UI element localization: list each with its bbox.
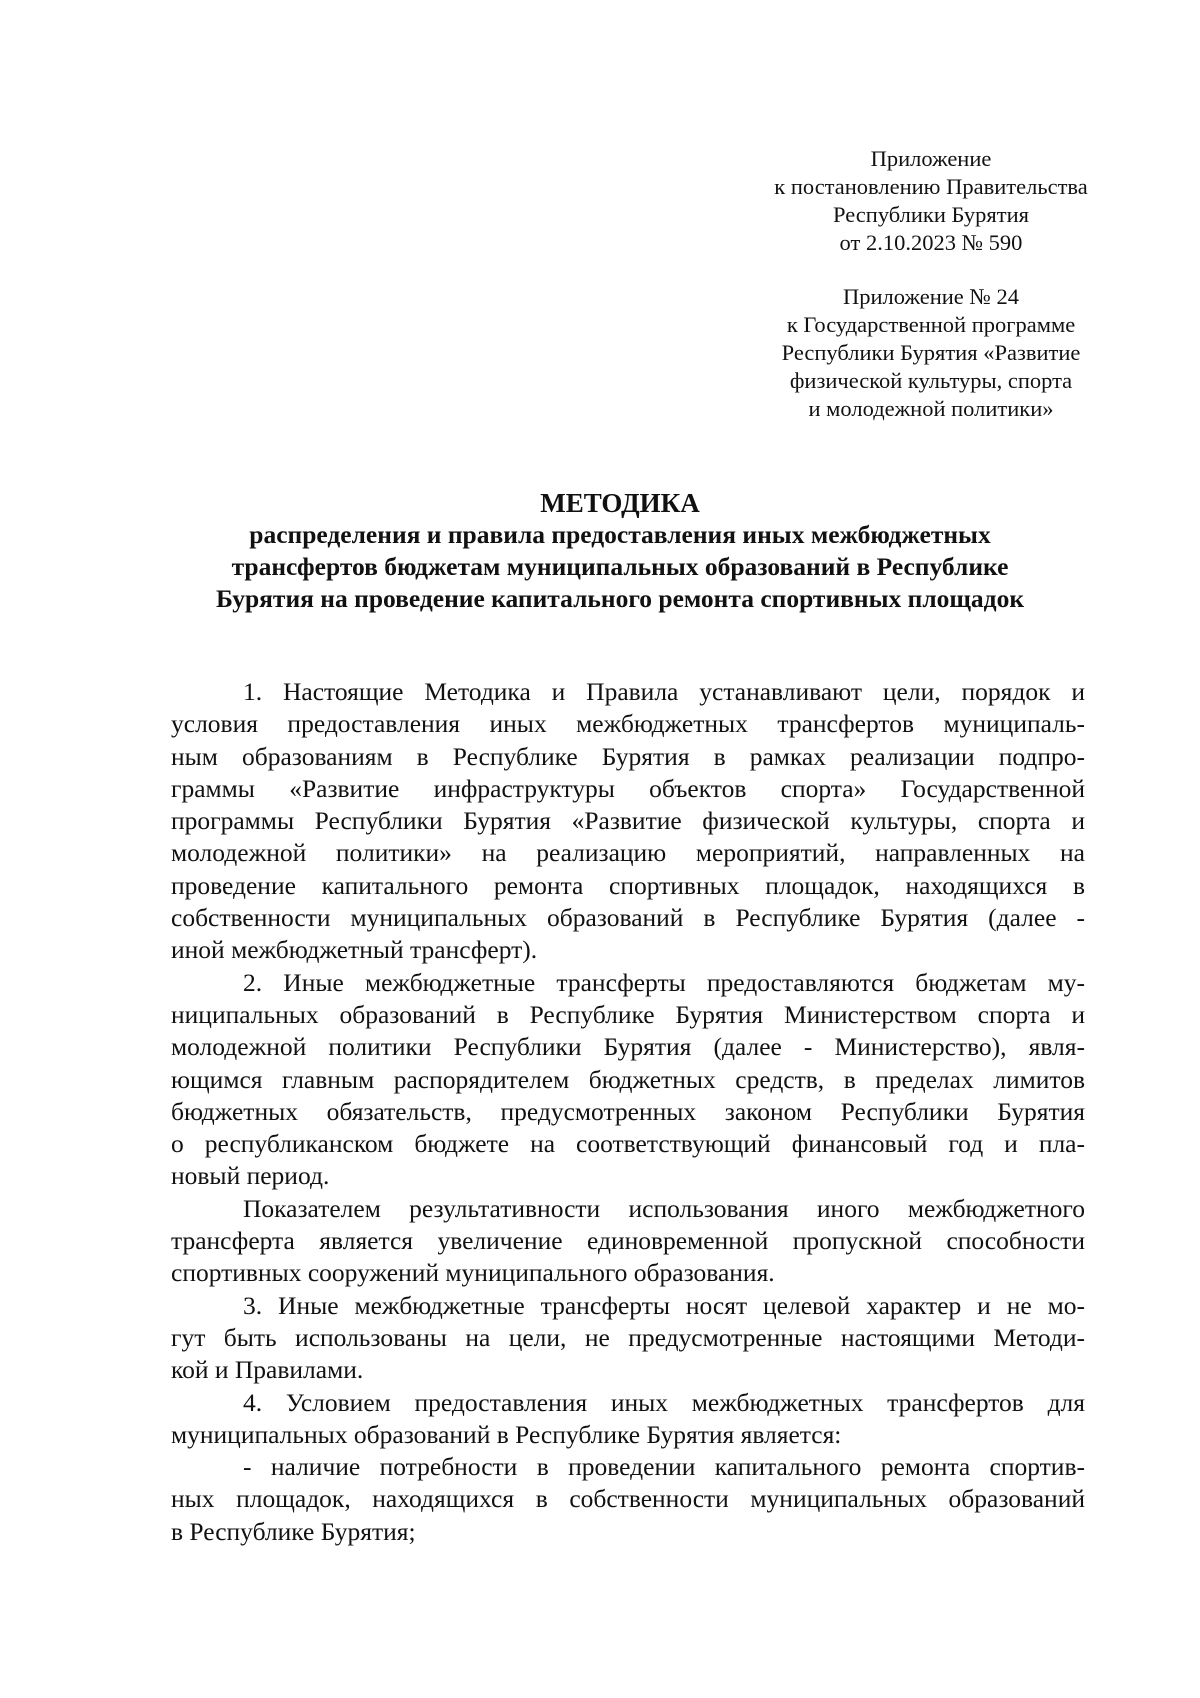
- annex-header-resolution: [731, 145, 1131, 257]
- text-line: спортивных сооружений муниципального образования.: [171, 1258, 775, 1288]
- annex-line: и молодежной политики»: [808, 396, 1054, 421]
- annex-line: Республики Бурятия: [833, 202, 1029, 227]
- annex-line: физической культуры, спорта: [789, 368, 1073, 393]
- text-line: молодежной политики Республики Бурятия (далее - Министерство), явля-: [171, 1032, 1085, 1062]
- document-body: [171, 676, 1085, 1548]
- annex-line: от 2.10.2023 № 590: [839, 230, 1023, 255]
- text-line: иной межбюджетный трансферт).: [171, 935, 538, 965]
- document-title: [150, 487, 1090, 615]
- text-line: программы Республики Бурятия «Развитие физической культуры, спорта и: [171, 806, 1085, 836]
- text-line: гут быть использованы на цели, не предусмотренные настоящими Методи-: [171, 1322, 1085, 1352]
- text-line: - наличие потребности в проведении капитального ремонта спортив-: [243, 1452, 1085, 1482]
- text-line: 3. Иные межбюджетные трансферты носят целевой характер и не мо-: [243, 1290, 1085, 1320]
- paragraph-5: [171, 1387, 1085, 1452]
- paragraph-1: [171, 676, 1085, 967]
- text-line: муниципальных образований в Республике Бурятия является:: [171, 1419, 842, 1449]
- text-line: бюджетных обязательств, предусмотренных законом Республики Бурятия: [171, 1096, 1085, 1126]
- title-line: Бурятия на проведение капитального ремонта спортивных площадок: [215, 584, 1025, 613]
- text-line: 4. Условием предоставления иных межбюджетных трансфертов для: [243, 1387, 1085, 1417]
- text-line: ниципальных образований в Республике Бурятия Министерством спорта и: [171, 999, 1085, 1029]
- title-line: трансфертов бюджетам муниципальных образований в Республике: [231, 552, 1009, 581]
- text-line: 1. Настоящие Методика и Правила устанавливают цели, порядок и: [243, 677, 1085, 706]
- text-line: граммы «Развитие инфраструктуры объектов спорта» Государственной: [171, 773, 1085, 803]
- text-line: условия предоставления иных межбюджетных трансфертов муниципаль-: [171, 709, 1085, 739]
- text-line: ным образованиям в Республике Бурятия в рамках реализации подпро-: [171, 741, 1085, 771]
- paragraph-6: [171, 1451, 1085, 1548]
- annex-line: Приложение: [870, 146, 992, 171]
- annex-line: к Государственной программе: [786, 312, 1076, 337]
- text-line: молодежной политики» на реализацию мероприятий, направленных на: [171, 838, 1085, 868]
- text-line: ющимся главным распорядителем бюджетных средств, в пределах лимитов: [171, 1064, 1085, 1094]
- annex-line: Приложение № 24: [843, 284, 1019, 309]
- text-line: в Республике Бурятия;: [171, 1516, 416, 1546]
- text-line: новый период.: [171, 1161, 330, 1191]
- annex-line: к постановлению Правительства: [774, 174, 1088, 199]
- text-line: Показателем результативности использования иного межбюджетного: [243, 1193, 1085, 1223]
- paragraph-4: [171, 1290, 1085, 1387]
- text-line: ных площадок, находящихся в собственности муниципальных образований: [171, 1484, 1085, 1514]
- title-line: распределения и правила предоставления иных межбюджетных: [249, 520, 991, 549]
- text-line: о республиканском бюджете на соответствующий финансовый год и пла-: [171, 1129, 1085, 1159]
- text-line: кой и Правилами.: [171, 1355, 364, 1385]
- annex-header-program: [731, 283, 1131, 423]
- annex-line: Республики Бурятия «Развитие: [781, 340, 1081, 365]
- paragraph-2: [171, 967, 1085, 1193]
- text-line: проведение капитального ремонта спортивных площадок, находящихся в: [171, 870, 1085, 900]
- text-line: собственности муниципальных образований в Республике Бурятия (далее -: [171, 903, 1085, 933]
- text-line: трансферта является увеличение единовременной пропускной способности: [171, 1226, 1085, 1256]
- paragraph-3: [171, 1193, 1085, 1290]
- title-heading: МЕТОДИКА: [540, 488, 700, 518]
- text-line: 2. Иные межбюджетные трансферты предоставляются бюджетам му-: [243, 967, 1085, 997]
